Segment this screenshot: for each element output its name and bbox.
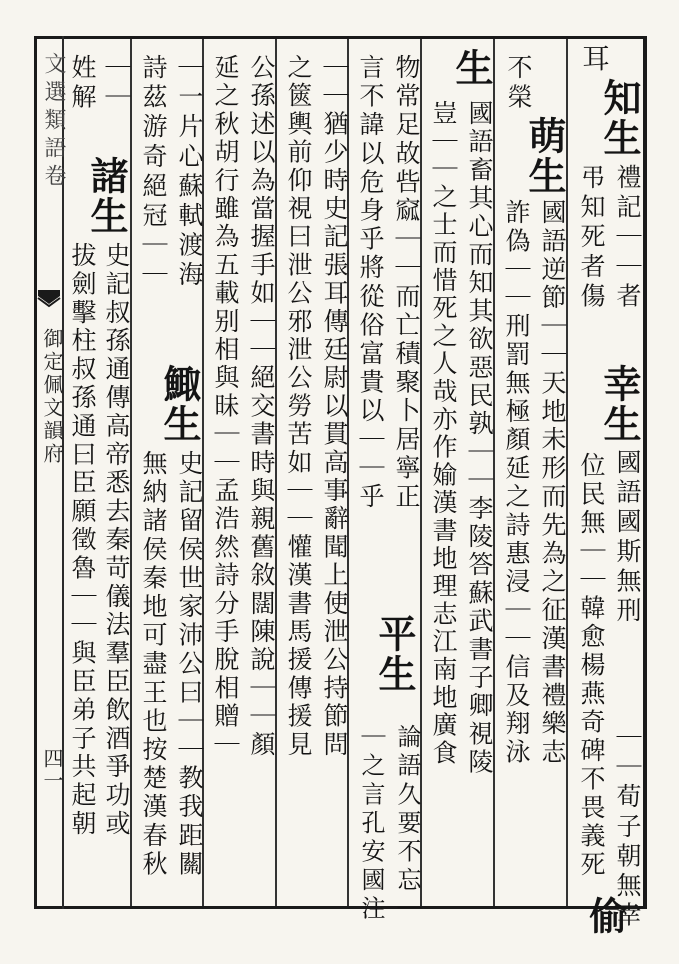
column-line: 無納諸侯秦地可盡王也按楚漢春秋 [139,450,168,879]
column-line: 國語逆節｜｜天地未形而先為之征漢書禮樂志 [538,199,567,767]
column-line: 不榮 [504,54,533,114]
text-column-4 [351,44,421,925]
column-line: 耳 [577,44,609,77]
column-line: 詐偽｜｜刑罰無極顏延之詩惠浸｜｜信及翔泳 [502,199,531,767]
top-border [34,36,646,39]
column-line: ｜一片心蘇軾渡海 [175,54,204,291]
publisher-label: 御定佩文韻府 [40,328,64,466]
column-line: ｜之言孔安國注 [357,724,385,925]
left-border [34,36,37,909]
column-line: 論語久要不忘｜ [393,724,421,925]
headword: 幸生 [597,364,642,444]
text-column-3 [424,44,494,902]
column-line: ｜｜ [102,54,131,114]
column-line: 姓解 [68,54,97,114]
headword: 諸生 [84,156,129,236]
fishtail-mark-icon [36,288,62,324]
column-line: 物常足故呰窳｜｜而亡積聚卜居寧正 [392,54,421,512]
text-column-7 [134,44,204,902]
column-line: ｜｜猶少時史記張耳傳廷尉以貫高事辭聞上使泄公持節問 [320,54,349,759]
text-column-6 [206,44,276,902]
column-line: 延之秋胡行雖為五載别相與昧｜｜孟浩然詩分手脫相贈｜ [211,54,240,759]
column-line: 之篋輿前仰視曰泄公邪泄公勞苦如｜｜懽漢書馬援傳援見 [284,54,313,759]
column-line: 史記叔孫通傳高帝悉去秦苛儀法羣臣飲酒爭功或 [102,242,131,839]
column-line: 詩茲游奇絕冠｜｜ [139,54,168,291]
text-column-2 [497,44,567,902]
column-line: ｜｜荀子朝無幸 [613,724,642,932]
column-line: 禮記｜｜者 [613,164,642,312]
headword: 鯫生 [157,364,202,444]
headword: 萌生 [522,116,567,196]
headword: 知生 [597,78,642,158]
text-column-8 [65,44,131,902]
column-line: 言不諱以危身乎將從俗富貴以｜｜乎 [356,54,385,512]
column-line: 公孫述以為當握手如｜｜絕交書時與親舊敘闊陳說｜｜顏 [247,54,276,759]
right-border [643,36,647,909]
headword: 平生 [372,614,417,694]
column-line: 豈｜｜之士而惜死之人哉亦作媮漢書地理志江南地廣食 [429,100,458,768]
column-line: 國語國斯無刑 [613,449,642,627]
column-line: 弔知死者傷 [577,164,606,312]
column-line: 國語畜其心而知其欲惡民孰｜｜李陵答蘇武書子卿視陵 [465,100,494,777]
gutter-title: 文選類語卷 [41,52,66,192]
bottom-border [34,906,646,909]
page-number: 四一 [40,748,64,792]
text-column-5 [279,44,349,902]
column-line: 拔劍擊柱叔孫通曰臣願徵魯｜｜與臣弟子共起朝 [68,242,97,839]
headword: 偷 [583,896,628,936]
column-line: 位民無｜｜韓愈楊燕奇碑不畏義死 [577,452,606,880]
column-line: 史記留侯世家沛公曰｜｜教我距關 [175,450,204,879]
headword: 生 [449,48,494,88]
text-column-1 [570,44,642,936]
